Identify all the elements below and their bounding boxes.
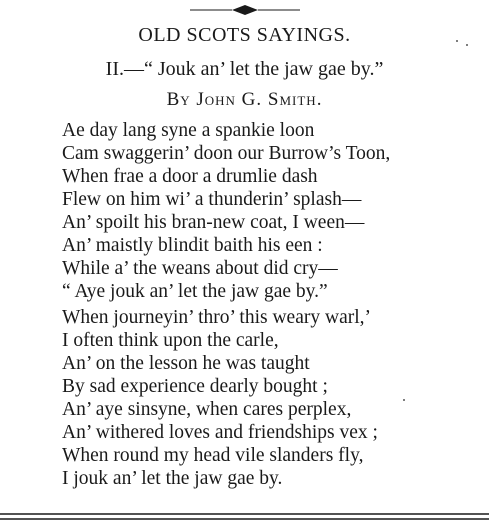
verse-line: An’ aye sinsyne, when cares perplex, (62, 399, 352, 420)
verse-line: An’ withered loves and friendships vex ; (62, 422, 378, 443)
verse-line: By sad experience dearly bought ; (62, 376, 328, 397)
verse-line: An’ on the lesson he was taught (62, 353, 310, 374)
stanza-1 (62, 119, 390, 303)
stanza-2 (62, 306, 378, 490)
verse-line: When journeyin’ thro’ this weary warl,’ (62, 307, 372, 328)
top-ornament-rule (0, 0, 489, 18)
verse-line: An’ spoilt his bran-new coat, I ween— (62, 212, 365, 233)
poem-subtitle: II.—“ Jouk an’ let the jaw gae by.” (105, 58, 384, 80)
poem-title: OLD SCOTS SAYINGS. (138, 24, 351, 46)
poem-author: By John G. Smith. (166, 89, 323, 110)
verse-line: Ae day lang syne a spankie loon (62, 120, 315, 141)
verse-line: I jouk an’ let the jaw gae by. (62, 468, 283, 489)
print-speck (466, 44, 468, 46)
print-speck (403, 399, 405, 401)
verse-line: Cam swaggerin’ doon our Burrow’s Toon, (62, 143, 391, 164)
verse-line: “ Aye jouk an’ let the jaw gae by.” (62, 281, 328, 302)
print-speck (456, 40, 458, 42)
verse-line: While a’ the weans about did cry— (62, 258, 338, 279)
verse-line: When frae a door a drumlie dash (62, 166, 318, 187)
verse-line: Flew on him wi’ a thunderin’ splash— (62, 189, 362, 210)
verse-line: When round my head vile slanders fly, (62, 445, 364, 466)
bottom-double-rule (0, 512, 489, 522)
verse-line: I often think upon the carle, (62, 330, 279, 351)
verse-line: An’ maistly blindit baith his een : (62, 235, 323, 256)
